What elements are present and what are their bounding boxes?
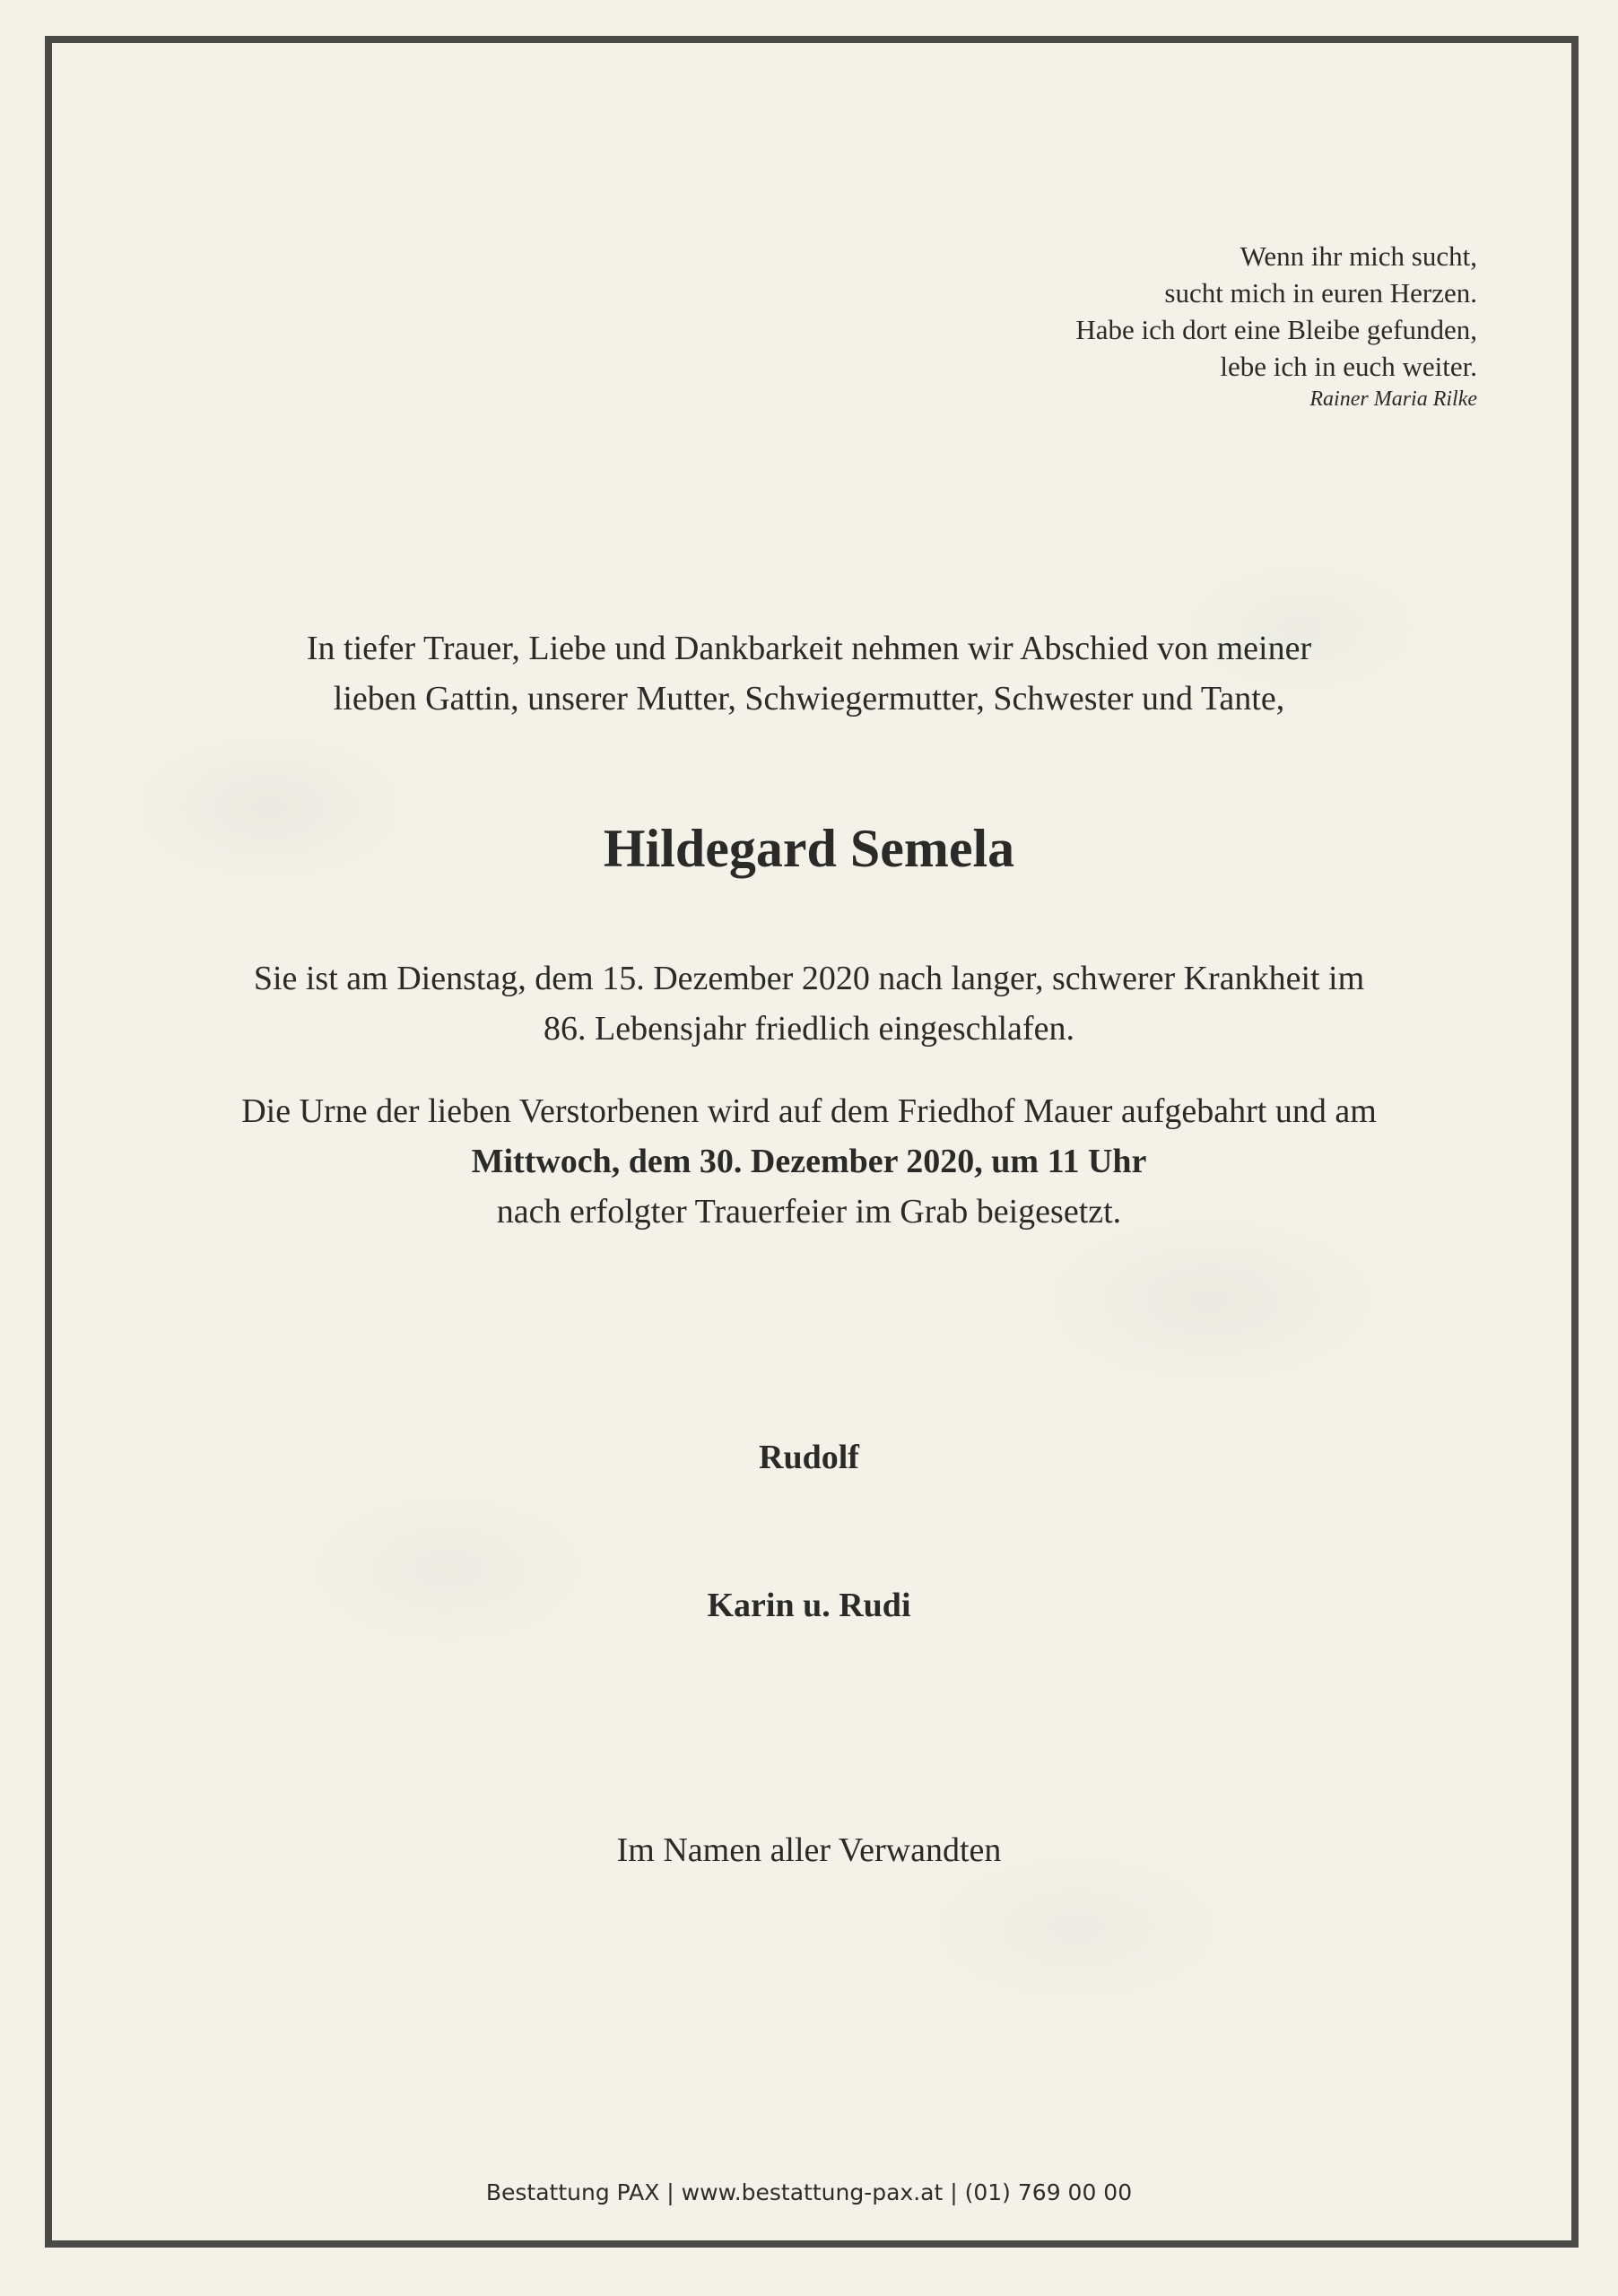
death-notice-line: Sie ist am Dienstag, dem 15. Dezember 2020 nach langer, schwerer Krankheit im (253, 960, 1365, 997)
funeral-date-time: Mittwoch, dem 30. Dezember 2020, um 11 Uhr (471, 1143, 1147, 1180)
intro-paragraph (0, 623, 1618, 724)
poem-line: lebe ich in euch weiter. (1220, 351, 1477, 382)
funeral-home-footer: Bestattung PAX | www.bestattung-pax.at | (01) 769 00 00 (485, 2179, 1133, 2205)
intro-line: In tiefer Trauer, Liebe und Dankbarkeit nehmen wir Abschied von meiner (306, 630, 1312, 667)
poem-author: Rainer Maria Rilke (1309, 387, 1477, 411)
poem-quote (849, 238, 1477, 413)
funeral-line: nach erfolgter Trauerfeier im Grab beigesetzt. (496, 1193, 1122, 1231)
mourner-children: Karin u. Rudi (707, 1587, 911, 1624)
poem-line: sucht mich in euren Herzen. (1164, 277, 1477, 309)
deceased-name: Hildegard Semela (603, 819, 1015, 878)
poem-line: Wenn ihr mich sucht, (1240, 240, 1477, 272)
mourner-relatives: Im Namen aller Verwandten (616, 1831, 1002, 1869)
death-notice-line: 86. Lebensjahr friedlich eingeschlafen. (544, 1010, 1074, 1048)
poem-line: Habe ich dort eine Bleibe gefunden, (1075, 314, 1477, 345)
death-notice (0, 953, 1618, 1054)
mourner-spouse: Rudolf (759, 1439, 859, 1476)
funeral-line: Die Urne der lieben Verstorbenen wird auf dem Friedhof Mauer aufgebahrt und am (241, 1092, 1377, 1130)
intro-line: lieben Gattin, unserer Mutter, Schwiegermutter, Schwester und Tante, (333, 680, 1285, 718)
funeral-notice (0, 1086, 1618, 1237)
